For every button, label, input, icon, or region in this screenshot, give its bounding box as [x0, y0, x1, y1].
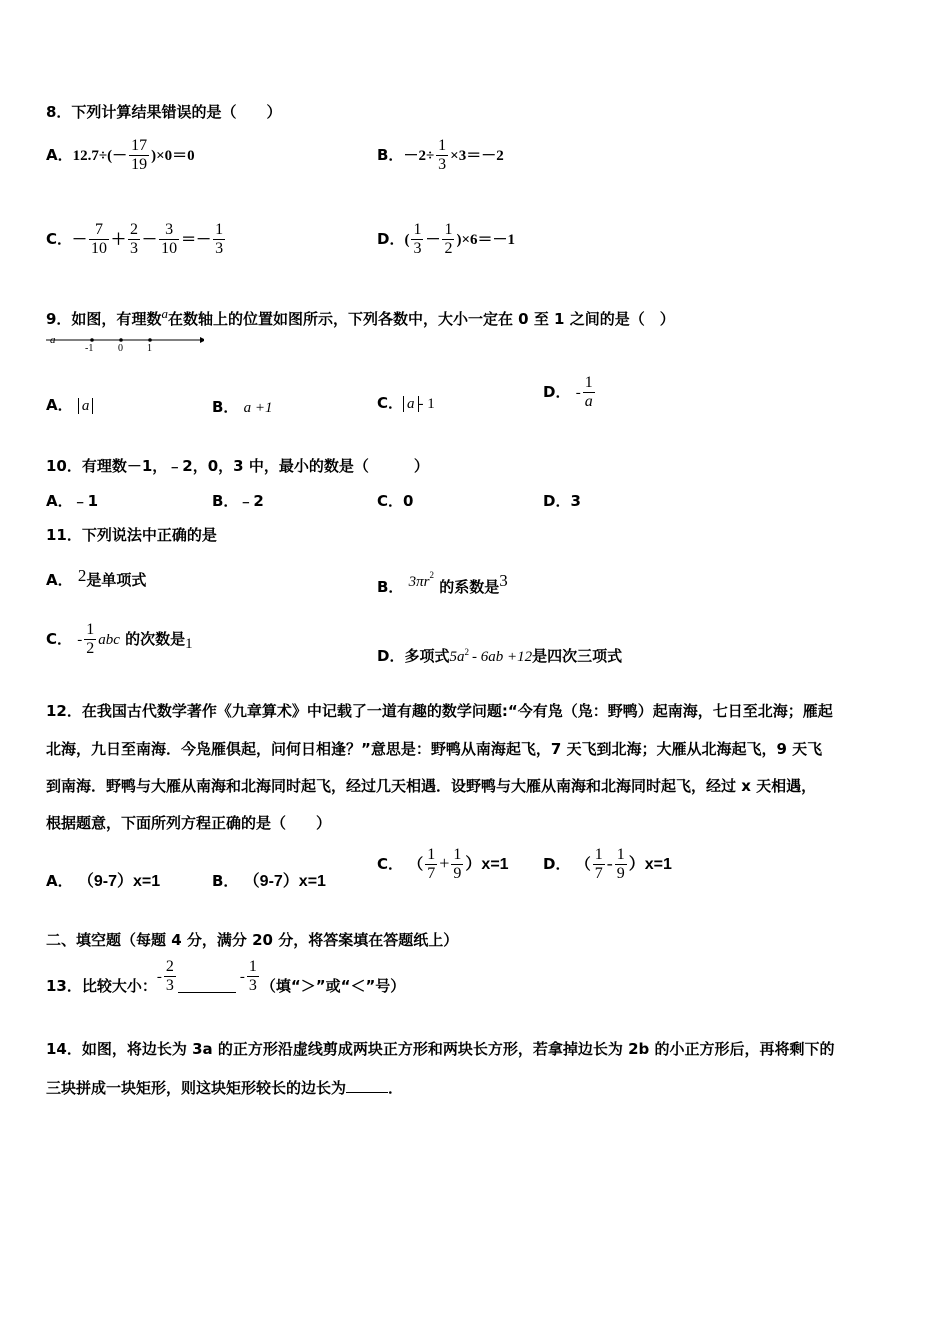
- tick-minus-one: [90, 338, 94, 342]
- fraction: $\frac{1}{2}$: [86, 621, 95, 657]
- q12-stem-line-3: 到南海．野鸭与大雁从南海和北海同时起飞，经过几天相遇．设野鸭与大雁从南海和北海同时起飞，经过 x 天相遇，: [46, 777, 817, 795]
- q14-stem-line-2: 三块拼成一块矩形，则这块矩形较长的边长为 ．: [46, 1079, 404, 1097]
- q12-option-b[interactable]: B． （9-7）x=1: [212, 872, 326, 890]
- number-line-figure: [44, 330, 204, 354]
- answer-blank[interactable]: [178, 992, 236, 993]
- fraction: $\frac{3}{10}$: [161, 221, 178, 257]
- q10-option-a[interactable]: A．﹣1: [46, 492, 99, 510]
- fraction: $\frac{1}{7}$: [594, 846, 603, 882]
- q12-option-a[interactable]: A． （9-7）x=1: [46, 872, 161, 890]
- axis-label-zero: 0: [118, 343, 123, 354]
- q10-option-b[interactable]: B．﹣2: [212, 492, 264, 510]
- q8-option-a[interactable]: A．12.7÷(－ $\frac{17}{19}$ )×0＝0: [46, 137, 195, 173]
- q11-stem: 11．下列说法中正确的是: [46, 526, 217, 544]
- q12-stem-line-2: 北海，九日至南海．今凫雁俱起，问何日相逢？”意思是：野鸭从南海起飞，7 天飞到北海；大雁从北海起飞，9 天飞: [46, 740, 823, 758]
- q10-option-c[interactable]: C．0: [377, 492, 414, 510]
- q12-stem-line-4: 根据题意，下面所列方程正确的是（ ）: [46, 814, 332, 832]
- fraction: $\frac{1}{3}$: [215, 221, 224, 257]
- q11-option-a[interactable]: A． 2是单项式: [46, 566, 147, 589]
- axis-label-a: a: [50, 334, 56, 346]
- option-label: C．: [46, 230, 73, 248]
- q11-option-c[interactable]: C． - $\frac{1}{2}$ abc 的次数是1: [46, 621, 193, 657]
- fraction: $\frac{2}{3}$: [165, 958, 174, 994]
- q12-option-c[interactable]: C． （ $\frac{1}{7}$ + $\frac{1}{9}$ ）x=1: [377, 846, 509, 882]
- q9-stem: 9．如图，有理数$^a$在数轴上的位置如图所示，下列各数中，大小一定在 0 至 1 之间的是（ ）: [46, 306, 675, 328]
- fraction: $\frac{1}{7}$: [427, 846, 436, 882]
- option-label: D．: [377, 230, 405, 248]
- section-2-title: 二、填空题（每题 4 分，满分 20 分，将答案填在答题纸上）: [46, 931, 459, 949]
- q8-option-c[interactable]: C．－ $\frac{7}{10}$ ＋ $\frac{2}{3}$ － $\frac{3}{10}$ ＝－ $\frac{1}{3}$: [46, 221, 224, 257]
- tick-zero: [119, 338, 123, 342]
- answer-blank[interactable]: [346, 1078, 388, 1093]
- q10-stem: 10．有理数－1，﹣2，0，3 中，最小的数是（ ）: [46, 457, 429, 475]
- option-label: B．: [377, 146, 404, 164]
- q13: 13．比较大小：- $\frac{2}{3}$ - $\frac{1}{3}$ （填“＞”或“＜”号）: [46, 958, 406, 995]
- q11-option-b[interactable]: B． $3\pi r^2$ 的系数是3: [377, 570, 508, 596]
- axis-label-one: 1: [147, 343, 152, 354]
- q12-option-d[interactable]: D． （ $\frac{1}{7}$ - $\frac{1}{9}$ ）x=1: [543, 846, 672, 882]
- fraction: $\frac{1}{3}$: [438, 137, 447, 173]
- fraction: $\frac{1}{3}$: [413, 221, 422, 257]
- fraction: $\frac{7}{10}$: [91, 221, 108, 257]
- q12-stem-line-1: 12．在我国古代数学著作《九章算术》中记载了一道有趣的数学问题:“今有凫（凫：野鸭）起南海，七日至北海；雁起: [46, 702, 833, 720]
- axis-label-minus-one: -1: [85, 343, 94, 354]
- q9-option-c[interactable]: C． a - 1: [377, 394, 435, 412]
- option-label: A．: [46, 146, 73, 164]
- q9-option-a[interactable]: A． a: [46, 396, 93, 415]
- q11-option-d[interactable]: D．多项式$5a^2 - 6ab +12$是四次三项式: [377, 647, 623, 665]
- q8-stem: 8．下列计算结果错误的是（ ）: [46, 103, 282, 121]
- fraction: $\frac{1}{9}$: [616, 846, 625, 882]
- tick-one: [148, 338, 152, 342]
- q10-option-d[interactable]: D．3: [543, 492, 581, 510]
- axis-arrow-icon: [200, 337, 204, 343]
- q14-stem-line-1: 14．如图，将边长为 3a 的正方形沿虚线剪成两块正方形和两块长方形，若拿掉边长为 2b 的小正方形后，再将剩下的: [46, 1040, 835, 1058]
- q8-option-b[interactable]: B．－2÷ $\frac{1}{3}$ ×3＝－2: [377, 137, 504, 173]
- fraction: $\frac{17}{19}$: [131, 137, 148, 173]
- fraction: $\frac{1}{9}$: [453, 846, 462, 882]
- q8-option-d[interactable]: D．( $\frac{1}{3}$ － $\frac{1}{2}$ )×6＝－1: [377, 221, 516, 257]
- q9-option-b[interactable]: B． a +1: [212, 398, 273, 416]
- fraction: $\frac{1}{2}$: [444, 221, 453, 257]
- fraction: $\frac{2}{3}$: [130, 221, 139, 257]
- fraction: $\frac{1}{a}$: [584, 374, 593, 410]
- fraction: $\frac{1}{3}$: [248, 958, 257, 994]
- q9-option-d[interactable]: D． - $\frac{1}{a}$: [543, 374, 593, 410]
